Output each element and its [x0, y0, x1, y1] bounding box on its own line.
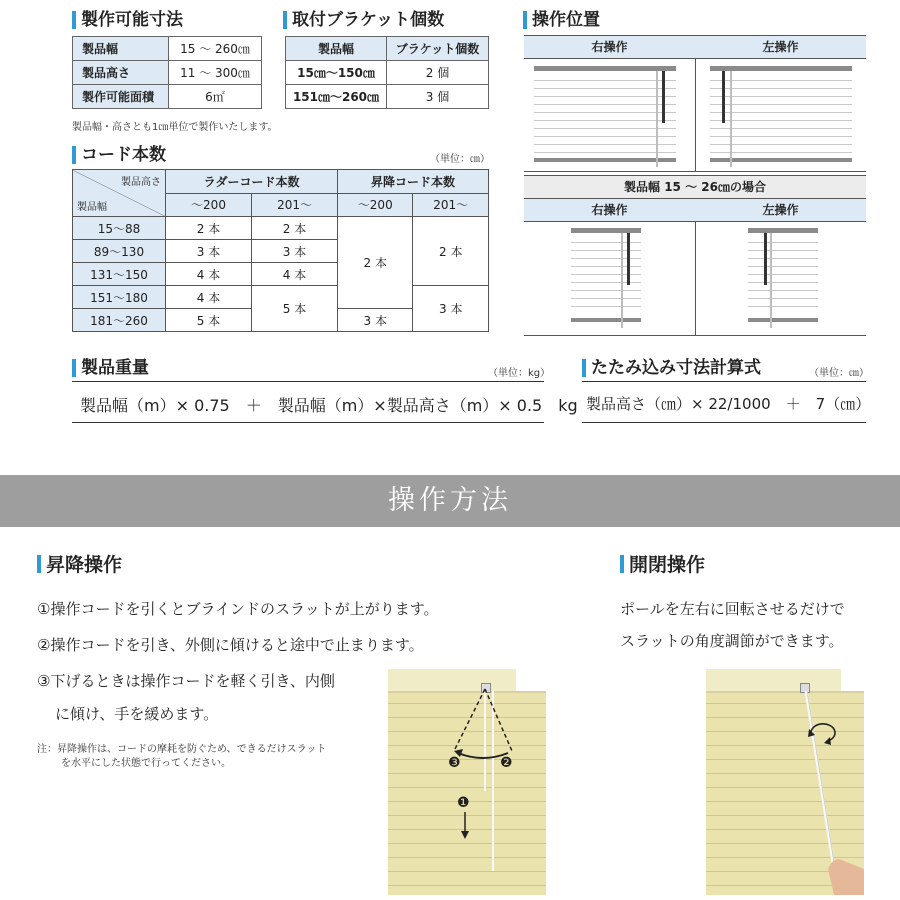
- cord-cell: 4 本: [252, 263, 338, 286]
- marker-1: ❶: [457, 795, 470, 811]
- marker-3: ❸: [448, 755, 461, 771]
- cord-title: コード本数: [72, 145, 166, 165]
- lift-note-2: を水平にした状態で行ってください。: [61, 758, 231, 769]
- cord-cell: 3 本: [252, 240, 338, 263]
- lift-step-3-cont: に傾け、手を緩めます。: [55, 705, 219, 723]
- ladder-group-header: ラダーコード本数: [166, 170, 338, 194]
- size-label: 製作可能面積: [73, 85, 169, 109]
- size-value: 6㎡: [169, 85, 262, 109]
- narrow-position-panel: [524, 175, 866, 336]
- tilt-line-2: スラットの角度調節ができます。: [620, 632, 844, 650]
- cord-subheader: ～200: [166, 193, 252, 217]
- lift-step-2: ②操作コードを引き、外側に傾けると途中で止まります。: [37, 636, 424, 654]
- fold-title: たたみ込み寸法計算式: [582, 358, 761, 378]
- right-op-label: 右操作: [524, 36, 696, 59]
- bracket-table: [285, 36, 489, 109]
- cord-width: 89～130: [73, 240, 166, 263]
- weight-title: 製品重量: [72, 358, 149, 378]
- bracket-width: 151㎝～260㎝: [286, 85, 387, 109]
- bracket-count: 2 個: [387, 61, 489, 85]
- cord-cell: 3 本: [413, 286, 489, 332]
- size-note: 製品幅・高さとも1㎝単位で製作いたします。: [72, 122, 278, 133]
- narrow-title: 製品幅 15 ～ 26㎝の場合: [524, 175, 866, 199]
- corner-width-label: 製品幅: [77, 202, 107, 213]
- narrow-blind-right: [571, 228, 641, 324]
- size-spec-table: [72, 36, 262, 109]
- tilt-operation-photo: [706, 669, 864, 895]
- rotate-icon: [810, 727, 840, 751]
- cord-cell: 2 本: [252, 217, 338, 240]
- size-value: 15 ～ 260㎝: [169, 37, 262, 61]
- cord-width: 181～260: [73, 309, 166, 332]
- size-label: 製品幅: [73, 37, 169, 61]
- operation-banner: 操作方法: [0, 475, 900, 527]
- corner-height-label: 製品高さ: [121, 177, 161, 188]
- cord-unit: （単位：㎝）: [430, 154, 490, 165]
- cord-cell: 4 本: [166, 286, 252, 309]
- lift-note-1: 注：昇降操作は、コードの摩耗を防ぐため、できるだけスラット: [37, 744, 327, 755]
- narrow-blind-left: [748, 228, 818, 324]
- cord-corner: [73, 170, 166, 217]
- cord-cell: 3 本: [338, 309, 413, 332]
- lift-group-header: 昇降コード本数: [338, 170, 489, 194]
- weight-unit: （単位：kg）: [488, 368, 551, 379]
- cord-width: 15～88: [73, 217, 166, 240]
- cord-subheader: ～200: [338, 193, 413, 217]
- bracket-header: 製品幅: [286, 37, 387, 61]
- size-spec-title: 製作可能寸法: [72, 10, 183, 30]
- cord-width: 131～150: [73, 263, 166, 286]
- tilt-op-title: 開閉操作: [620, 554, 705, 576]
- lift-step-3: ③下げるときは操作コードを軽く引き、内側: [37, 672, 335, 690]
- left-op-label: 左操作: [695, 36, 866, 59]
- cord-subheader: 201～: [252, 193, 338, 217]
- cord-cell: 5 本: [166, 309, 252, 332]
- size-label: 製品高さ: [73, 61, 169, 85]
- marker-2: ❷: [500, 755, 513, 771]
- blind-left-illustration: [710, 66, 852, 162]
- lift-op-title: 昇降操作: [37, 554, 122, 576]
- bracket-header: ブラケット個数: [387, 37, 489, 61]
- lift-motion-arrows: [388, 669, 546, 895]
- fold-formula: 製品高さ（㎝）× 22/1000 ＋ 7（㎝）: [586, 395, 871, 413]
- narrow-right-label: 右操作: [524, 199, 696, 222]
- lift-step-1: ①操作コードを引くとブラインドのスラットが上がります。: [37, 600, 439, 618]
- cord-cell: 5 本: [252, 286, 338, 332]
- lift-operation-photo: [388, 669, 546, 895]
- bracket-count: 3 個: [387, 85, 489, 109]
- cord-cell: 2 本: [338, 217, 413, 309]
- fold-unit: （単位：㎝）: [809, 368, 869, 379]
- weight-formula: 製品幅（m）× 0.75 ＋ 製品幅（m）×製品高さ（m）× 0.5 kg: [80, 396, 578, 415]
- cord-cell: 4 本: [166, 263, 252, 286]
- tilt-pole: [706, 669, 864, 895]
- position-title: 操作位置: [523, 10, 600, 30]
- cord-table: [72, 169, 489, 332]
- position-panel: [524, 35, 866, 172]
- narrow-left-label: 左操作: [695, 199, 866, 222]
- size-value: 11 ～ 300㎝: [169, 61, 262, 85]
- bracket-width: 15㎝～150㎝: [286, 61, 387, 85]
- cord-cell: 2 本: [413, 217, 489, 286]
- tilt-line-1: ポールを左右に回転させるだけで: [620, 600, 845, 618]
- cord-cell: 3 本: [166, 240, 252, 263]
- cord-width: 151～180: [73, 286, 166, 309]
- blind-right-illustration: [534, 66, 676, 162]
- cord-subheader: 201～: [413, 193, 489, 217]
- cord-cell: 2 本: [166, 217, 252, 240]
- bracket-title: 取付ブラケット個数: [283, 10, 444, 30]
